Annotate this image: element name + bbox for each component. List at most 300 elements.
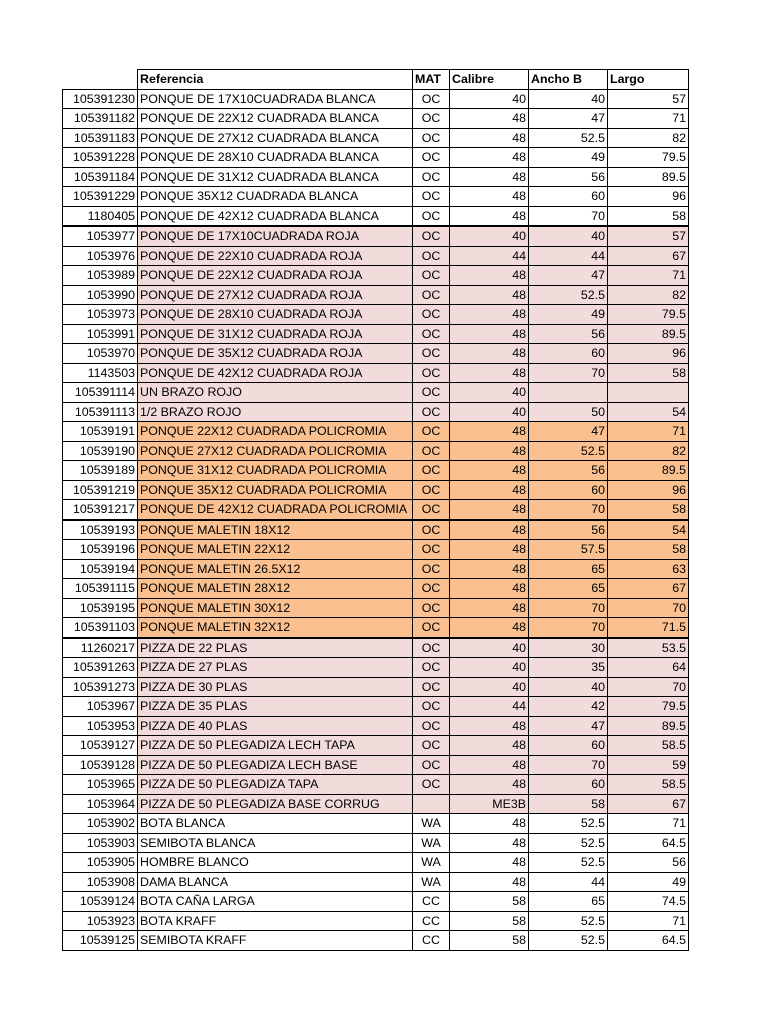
- cell-mat: OC: [413, 324, 450, 344]
- cell-mat: OC: [413, 716, 450, 736]
- cell-ancho-b: 35: [529, 658, 608, 678]
- cell-ancho-b: 52.5: [529, 285, 608, 305]
- cell-referencia: PONQUE MALETIN 28X12: [138, 579, 413, 599]
- cell-referencia: DAMA BLANCA: [138, 872, 413, 892]
- cell-calibre: 48: [450, 775, 529, 795]
- cell-calibre: 40: [450, 402, 529, 422]
- cell-mat: CC: [413, 931, 450, 951]
- table-row: [63, 187, 689, 207]
- cell-mat: OC: [413, 246, 450, 266]
- cell-referencia: PIZZA DE 50 PLEGADIZA LECH TAPA: [138, 736, 413, 756]
- cell-referencia: PONQUE 35X12 CUADRADA BLANCA: [138, 187, 413, 207]
- cell-largo: 56: [608, 853, 689, 873]
- table-row: [63, 892, 689, 912]
- cell-calibre: 48: [450, 422, 529, 442]
- table-row: [63, 794, 689, 814]
- cell-calibre: 48: [450, 814, 529, 834]
- cell-calibre: 58: [450, 892, 529, 912]
- cell-mat: OC: [413, 736, 450, 756]
- cell-calibre: 48: [450, 520, 529, 540]
- cell-largo: 67: [608, 246, 689, 266]
- header-referencia: Referencia: [138, 70, 413, 90]
- cell-referencia: PIZZA DE 50 PLEGADIZA LECH BASE: [138, 755, 413, 775]
- cell-mat: OC: [413, 480, 450, 500]
- cell-code: 10539196: [63, 540, 138, 560]
- table-row: [63, 246, 689, 266]
- cell-referencia: PONQUE 31X12 CUADRADA POLICROMIA: [138, 461, 413, 481]
- cell-code: 11260217: [63, 638, 138, 658]
- table-row: [63, 814, 689, 834]
- cell-mat: OC: [413, 363, 450, 383]
- cell-calibre: 48: [450, 148, 529, 168]
- cell-calibre: 48: [450, 187, 529, 207]
- cell-mat: CC: [413, 892, 450, 912]
- cell-ancho-b: 57.5: [529, 540, 608, 560]
- cell-largo: 58: [608, 540, 689, 560]
- cell-calibre: 48: [450, 618, 529, 638]
- cell-largo: 67: [608, 794, 689, 814]
- cell-mat: WA: [413, 853, 450, 873]
- cell-mat: WA: [413, 833, 450, 853]
- header-ancho-b: Ancho B: [529, 70, 608, 90]
- cell-calibre: 48: [450, 500, 529, 520]
- cell-calibre: 48: [450, 540, 529, 560]
- cell-code: 1053991: [63, 324, 138, 344]
- cell-code: 105391184: [63, 167, 138, 187]
- cell-code: 1053908: [63, 872, 138, 892]
- table-row: [63, 872, 689, 892]
- cell-calibre: 40: [450, 677, 529, 697]
- table-row: [63, 480, 689, 500]
- cell-ancho-b: 47: [529, 266, 608, 286]
- table-row: [63, 677, 689, 697]
- cell-calibre: 48: [450, 833, 529, 853]
- cell-largo: 96: [608, 344, 689, 364]
- cell-largo: 71.5: [608, 618, 689, 638]
- cell-code: 105391219: [63, 480, 138, 500]
- table-row: [63, 305, 689, 325]
- table-row: [63, 266, 689, 286]
- cell-code: 10539124: [63, 892, 138, 912]
- cell-ancho-b: 40: [529, 677, 608, 697]
- cell-mat: OC: [413, 540, 450, 560]
- cell-mat: OC: [413, 598, 450, 618]
- cell-largo: 64.5: [608, 833, 689, 853]
- cell-referencia: PIZZA DE 50 PLEGADIZA BASE CORRUG: [138, 794, 413, 814]
- cell-calibre: 48: [450, 344, 529, 364]
- cell-referencia: PIZZA DE 22 PLAS: [138, 638, 413, 658]
- cell-code: 105391263: [63, 658, 138, 678]
- cell-code: 105391183: [63, 128, 138, 148]
- table-row: [63, 148, 689, 168]
- cell-calibre: 40: [450, 658, 529, 678]
- cell-referencia: HOMBRE BLANCO: [138, 853, 413, 873]
- spreadsheet-body: [63, 70, 689, 951]
- cell-ancho-b: 65: [529, 579, 608, 599]
- cell-code: 10539190: [63, 441, 138, 461]
- table-row: [63, 500, 689, 520]
- cell-referencia: SEMIBOTA BLANCA: [138, 833, 413, 853]
- cell-ancho-b: 56: [529, 461, 608, 481]
- cell-largo: 64.5: [608, 931, 689, 951]
- table-row: [63, 363, 689, 383]
- cell-calibre: 48: [450, 266, 529, 286]
- cell-referencia: PONQUE MALETIN 32X12: [138, 618, 413, 638]
- cell-ancho-b: 65: [529, 559, 608, 579]
- cell-largo: 71: [608, 422, 689, 442]
- cell-code: 1053970: [63, 344, 138, 364]
- cell-largo: 71: [608, 266, 689, 286]
- table-row: [63, 638, 689, 658]
- table-row: [63, 461, 689, 481]
- cell-calibre: 48: [450, 716, 529, 736]
- cell-referencia: PONQUE MALETIN 26.5X12: [138, 559, 413, 579]
- cell-mat: OC: [413, 579, 450, 599]
- cell-largo: 49: [608, 872, 689, 892]
- cell-largo: 82: [608, 441, 689, 461]
- table-row: [63, 89, 689, 109]
- cell-largo: 79.5: [608, 148, 689, 168]
- cell-ancho-b: 50: [529, 402, 608, 422]
- cell-referencia: PONQUE 27X12 CUADRADA POLICROMIA: [138, 441, 413, 461]
- cell-ancho-b: 70: [529, 598, 608, 618]
- cell-mat: OC: [413, 109, 450, 129]
- table-row: [63, 559, 689, 579]
- cell-mat: OC: [413, 266, 450, 286]
- cell-referencia: PIZZA DE 27 PLAS: [138, 658, 413, 678]
- cell-ancho-b: 70: [529, 618, 608, 638]
- cell-referencia: PONQUE DE 42X12 CUADRADA POLICROMIA: [138, 500, 413, 520]
- cell-ancho-b: 56: [529, 520, 608, 540]
- cell-referencia: PONQUE DE 27X12 CUADRADA ROJA: [138, 285, 413, 305]
- cell-calibre: 48: [450, 305, 529, 325]
- cell-largo: 79.5: [608, 305, 689, 325]
- cell-code: 10539125: [63, 931, 138, 951]
- cell-referencia: UN BRAZO ROJO: [138, 383, 413, 403]
- table-row: [63, 226, 689, 246]
- cell-ancho-b: 52.5: [529, 833, 608, 853]
- cell-largo: 71: [608, 814, 689, 834]
- cell-calibre: 58: [450, 931, 529, 951]
- cell-mat: OC: [413, 206, 450, 226]
- cell-ancho-b: 40: [529, 226, 608, 246]
- cell-largo: 74.5: [608, 892, 689, 912]
- cell-largo: 89.5: [608, 461, 689, 481]
- cell-code: 105391273: [63, 677, 138, 697]
- cell-ancho-b: 42: [529, 697, 608, 717]
- cell-mat: OC: [413, 441, 450, 461]
- cell-ancho-b: 60: [529, 344, 608, 364]
- cell-largo: 54: [608, 520, 689, 540]
- cell-calibre: 40: [450, 89, 529, 109]
- cell-ancho-b: 60: [529, 187, 608, 207]
- cell-referencia: BOTA KRAFF: [138, 911, 413, 931]
- cell-mat: OC: [413, 461, 450, 481]
- cell-code: 105391114: [63, 383, 138, 403]
- cell-largo: 58.5: [608, 736, 689, 756]
- cell-mat: OC: [413, 305, 450, 325]
- cell-ancho-b: 30: [529, 638, 608, 658]
- cell-code: 10539195: [63, 598, 138, 618]
- table-row: [63, 579, 689, 599]
- cell-ancho-b: 44: [529, 246, 608, 266]
- cell-mat: WA: [413, 872, 450, 892]
- cell-ancho-b: 58: [529, 794, 608, 814]
- cell-referencia: PONQUE 35X12 CUADRADA POLICROMIA: [138, 480, 413, 500]
- cell-calibre: 48: [450, 109, 529, 129]
- cell-calibre: 48: [450, 324, 529, 344]
- cell-mat: OC: [413, 638, 450, 658]
- cell-largo: 57: [608, 226, 689, 246]
- cell-mat: OC: [413, 775, 450, 795]
- cell-referencia: SEMIBOTA KRAFF: [138, 931, 413, 951]
- cell-ancho-b: 70: [529, 755, 608, 775]
- cell-code: 10539189: [63, 461, 138, 481]
- cell-ancho-b: 60: [529, 736, 608, 756]
- cell-mat: OC: [413, 422, 450, 442]
- table-row: [63, 697, 689, 717]
- cell-referencia: PIZZA DE 40 PLAS: [138, 716, 413, 736]
- table-row: [63, 324, 689, 344]
- cell-calibre: 48: [450, 579, 529, 599]
- cell-calibre: 40: [450, 638, 529, 658]
- cell-referencia: PONQUE DE 28X10 CUADRADA ROJA: [138, 305, 413, 325]
- cell-largo: 70: [608, 598, 689, 618]
- cell-ancho-b: 40: [529, 89, 608, 109]
- cell-calibre: 48: [450, 480, 529, 500]
- cell-mat: WA: [413, 814, 450, 834]
- cell-calibre: 48: [450, 206, 529, 226]
- cell-code: 105391230: [63, 89, 138, 109]
- table-row: [63, 206, 689, 226]
- cell-code: 105391229: [63, 187, 138, 207]
- cell-code: 105391103: [63, 618, 138, 638]
- cell-largo: 96: [608, 480, 689, 500]
- cell-ancho-b: 47: [529, 109, 608, 129]
- cell-ancho-b: 70: [529, 206, 608, 226]
- cell-ancho-b: 65: [529, 892, 608, 912]
- cell-mat: CC: [413, 911, 450, 931]
- cell-referencia: BOTA BLANCA: [138, 814, 413, 834]
- cell-largo: 82: [608, 128, 689, 148]
- table-row: [63, 441, 689, 461]
- cell-ancho-b: 49: [529, 305, 608, 325]
- cell-code: 1180405: [63, 206, 138, 226]
- cell-calibre: 44: [450, 246, 529, 266]
- cell-code: 105391228: [63, 148, 138, 168]
- table-row: [63, 833, 689, 853]
- header-code: [63, 70, 138, 90]
- cell-code: 1053903: [63, 833, 138, 853]
- cell-largo: 82: [608, 285, 689, 305]
- cell-calibre: 48: [450, 363, 529, 383]
- cell-code: 10539194: [63, 559, 138, 579]
- cell-mat: OC: [413, 226, 450, 246]
- cell-code: 1053965: [63, 775, 138, 795]
- cell-largo: 58: [608, 363, 689, 383]
- cell-referencia: PONQUE DE 35X12 CUADRADA ROJA: [138, 344, 413, 364]
- table-row: [63, 931, 689, 951]
- cell-largo: 59: [608, 755, 689, 775]
- cell-referencia: PONQUE DE 31X12 CUADRADA ROJA: [138, 324, 413, 344]
- cell-code: 105391113: [63, 402, 138, 422]
- cell-ancho-b: 44: [529, 872, 608, 892]
- cell-referencia: PONQUE MALETIN 22X12: [138, 540, 413, 560]
- cell-code: 105391217: [63, 500, 138, 520]
- cell-code: 1053977: [63, 226, 138, 246]
- spreadsheet-table: [62, 69, 689, 951]
- cell-ancho-b: 47: [529, 422, 608, 442]
- cell-ancho-b: [529, 383, 608, 403]
- cell-mat: OC: [413, 402, 450, 422]
- cell-code: 1053923: [63, 911, 138, 931]
- cell-calibre: 48: [450, 755, 529, 775]
- cell-mat: OC: [413, 559, 450, 579]
- cell-largo: 53.5: [608, 638, 689, 658]
- cell-referencia: PONQUE DE 28X10 CUADRADA BLANCA: [138, 148, 413, 168]
- table-row: [63, 716, 689, 736]
- cell-code: 1053989: [63, 266, 138, 286]
- cell-mat: OC: [413, 344, 450, 364]
- cell-referencia: PONQUE DE 42X12 CUADRADA ROJA: [138, 363, 413, 383]
- table-row: [63, 520, 689, 540]
- cell-ancho-b: 52.5: [529, 931, 608, 951]
- table-row: [63, 128, 689, 148]
- cell-largo: 89.5: [608, 324, 689, 344]
- cell-referencia: PONQUE DE 22X10 CUADRADA ROJA: [138, 246, 413, 266]
- cell-mat: OC: [413, 187, 450, 207]
- cell-mat: OC: [413, 520, 450, 540]
- cell-ancho-b: 52.5: [529, 441, 608, 461]
- cell-calibre: 48: [450, 285, 529, 305]
- cell-calibre: 48: [450, 598, 529, 618]
- cell-largo: 96: [608, 187, 689, 207]
- cell-code: 1053976: [63, 246, 138, 266]
- cell-ancho-b: 56: [529, 167, 608, 187]
- table-row: [63, 911, 689, 931]
- cell-ancho-b: 56: [529, 324, 608, 344]
- cell-mat: OC: [413, 89, 450, 109]
- table-row: [63, 402, 689, 422]
- cell-calibre: 48: [450, 559, 529, 579]
- cell-code: 10539191: [63, 422, 138, 442]
- cell-calibre: 48: [450, 872, 529, 892]
- cell-calibre: 48: [450, 128, 529, 148]
- cell-mat: OC: [413, 128, 450, 148]
- table-row: [63, 167, 689, 187]
- cell-largo: 58.5: [608, 775, 689, 795]
- cell-ancho-b: 52.5: [529, 911, 608, 931]
- cell-code: 1053902: [63, 814, 138, 834]
- table-row: [63, 775, 689, 795]
- cell-largo: 64: [608, 658, 689, 678]
- cell-code: 10539128: [63, 755, 138, 775]
- cell-mat: OC: [413, 697, 450, 717]
- cell-referencia: PONQUE DE 31X12 CUADRADA BLANCA: [138, 167, 413, 187]
- cell-referencia: PONQUE DE 22X12 CUADRADA BLANCA: [138, 109, 413, 129]
- cell-mat: OC: [413, 618, 450, 638]
- cell-mat: OC: [413, 383, 450, 403]
- cell-referencia: PONQUE DE 17X10CUADRADA ROJA: [138, 226, 413, 246]
- cell-referencia: PONQUE MALETIN 18X12: [138, 520, 413, 540]
- cell-code: 1053905: [63, 853, 138, 873]
- cell-referencia: 1/2 BRAZO ROJO: [138, 402, 413, 422]
- table-row: [63, 598, 689, 618]
- header-mat: MAT: [413, 70, 450, 90]
- cell-calibre: 44: [450, 697, 529, 717]
- table-row: [63, 736, 689, 756]
- cell-largo: 89.5: [608, 716, 689, 736]
- cell-ancho-b: 70: [529, 500, 608, 520]
- cell-largo: 63: [608, 559, 689, 579]
- cell-referencia: PIZZA DE 35 PLAS: [138, 697, 413, 717]
- cell-code: 105391115: [63, 579, 138, 599]
- cell-referencia: PIZZA DE 30 PLAS: [138, 677, 413, 697]
- cell-calibre: 40: [450, 226, 529, 246]
- table-row: [63, 383, 689, 403]
- cell-referencia: PONQUE DE 27X12 CUADRADA BLANCA: [138, 128, 413, 148]
- cell-code: 1053953: [63, 716, 138, 736]
- table-row: [63, 422, 689, 442]
- cell-calibre: 58: [450, 911, 529, 931]
- cell-ancho-b: 60: [529, 775, 608, 795]
- cell-largo: [608, 383, 689, 403]
- cell-calibre: 48: [450, 441, 529, 461]
- cell-largo: 57: [608, 89, 689, 109]
- cell-ancho-b: 52.5: [529, 814, 608, 834]
- cell-calibre: 40: [450, 383, 529, 403]
- table-row: [63, 285, 689, 305]
- cell-largo: 70: [608, 677, 689, 697]
- table-row: [63, 540, 689, 560]
- cell-mat: OC: [413, 500, 450, 520]
- cell-code: 1053973: [63, 305, 138, 325]
- table-row: [63, 344, 689, 364]
- cell-mat: OC: [413, 677, 450, 697]
- cell-mat: OC: [413, 658, 450, 678]
- cell-largo: 79.5: [608, 697, 689, 717]
- cell-ancho-b: 47: [529, 716, 608, 736]
- cell-calibre: 48: [450, 736, 529, 756]
- cell-ancho-b: 70: [529, 363, 608, 383]
- cell-referencia: PONQUE MALETIN 30X12: [138, 598, 413, 618]
- cell-mat: [413, 794, 450, 814]
- table-row: [63, 853, 689, 873]
- cell-mat: OC: [413, 755, 450, 775]
- cell-calibre: ME3B: [450, 794, 529, 814]
- cell-code: 1053964: [63, 794, 138, 814]
- cell-largo: 71: [608, 911, 689, 931]
- cell-calibre: 48: [450, 461, 529, 481]
- cell-largo: 89.5: [608, 167, 689, 187]
- cell-code: 1143503: [63, 363, 138, 383]
- cell-ancho-b: 52.5: [529, 853, 608, 873]
- cell-calibre: 48: [450, 167, 529, 187]
- cell-ancho-b: 49: [529, 148, 608, 168]
- cell-largo: 58: [608, 206, 689, 226]
- cell-ancho-b: 52.5: [529, 128, 608, 148]
- cell-referencia: PONQUE DE 22X12 CUADRADA ROJA: [138, 266, 413, 286]
- cell-referencia: BOTA CAÑA LARGA: [138, 892, 413, 912]
- cell-code: 1053990: [63, 285, 138, 305]
- cell-largo: 67: [608, 579, 689, 599]
- header-calibre: Calibre: [450, 70, 529, 90]
- table-row: [63, 755, 689, 775]
- cell-largo: 54: [608, 402, 689, 422]
- cell-referencia: PONQUE DE 17X10CUADRADA BLANCA: [138, 89, 413, 109]
- cell-mat: OC: [413, 167, 450, 187]
- header-largo: Largo: [608, 70, 689, 90]
